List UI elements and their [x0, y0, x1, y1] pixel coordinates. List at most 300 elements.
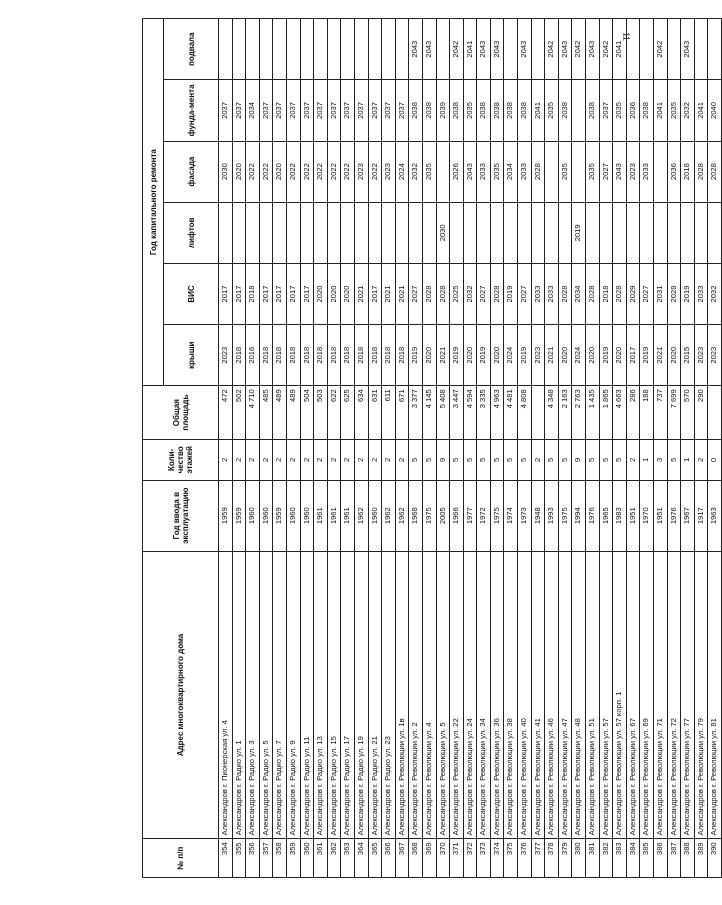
- cell-vis: 2017: [273, 263, 287, 324]
- cell-area: 502: [232, 386, 246, 440]
- cell-roof: 2021: [436, 325, 450, 386]
- cell-floors: 9: [572, 439, 586, 480]
- cell-facade: 2022: [368, 141, 382, 202]
- cell-no: 356: [246, 839, 260, 878]
- cell-area: 7 699: [667, 386, 681, 440]
- rotated-table-container: [142, 18, 719, 878]
- cell-foundation: 2034: [246, 80, 260, 141]
- cell-area: 188: [640, 386, 654, 440]
- cell-vis: 2021: [354, 263, 368, 324]
- cell-roof: 2023: [531, 325, 545, 386]
- cell-facade: 2020: [273, 141, 287, 202]
- cell-no: 390: [708, 839, 722, 878]
- cell-year: 1976: [667, 480, 681, 551]
- cell-facade: 2033: [477, 141, 491, 202]
- cell-foundation: 2037: [232, 80, 246, 141]
- cell-area: 503: [314, 386, 328, 440]
- cell-no: 357: [259, 839, 273, 878]
- cell-roof: 2019: [599, 325, 613, 386]
- cell-basement: [504, 19, 518, 80]
- cell-year: 1993: [545, 480, 559, 551]
- cell-lifts: [354, 202, 368, 263]
- header-address: Адрес многоквартирного дома: [143, 551, 219, 839]
- cell-vis: 2019: [504, 263, 518, 324]
- cell-year: 1959: [273, 480, 287, 551]
- cell-foundation: 2037: [341, 80, 355, 141]
- cell-address: Александров г. Революции ул. 34: [477, 551, 491, 839]
- cell-address: Александров г. Революции ул. 77: [681, 551, 695, 839]
- cell-roof: 2015: [681, 325, 695, 386]
- cell-lifts: [259, 202, 273, 263]
- header-facade: фасада: [164, 141, 219, 202]
- cell-no: 373: [477, 839, 491, 878]
- cell-address: Александров г. Пионерская ул. 4: [219, 551, 233, 839]
- cell-floors: 2: [259, 439, 273, 480]
- cell-foundation: 2036: [626, 80, 640, 141]
- cell-facade: 2033: [518, 141, 532, 202]
- cell-floors: 2: [273, 439, 287, 480]
- cell-year: 2005: [436, 480, 450, 551]
- table-row: [327, 19, 341, 878]
- table-row: [286, 19, 300, 878]
- cell-vis: 2032: [708, 263, 722, 324]
- cell-basement: 2042: [450, 19, 464, 80]
- cell-year: 1976: [586, 480, 600, 551]
- cell-roof: 2023: [219, 325, 233, 386]
- cell-roof: 2019: [450, 325, 464, 386]
- cell-basement: [314, 19, 328, 80]
- cell-no: 354: [219, 839, 233, 878]
- cell-no: 358: [273, 839, 287, 878]
- cell-vis: 2020: [327, 263, 341, 324]
- cell-basement: [395, 19, 409, 80]
- cell-address: Александров г. Радио ул. 19: [354, 551, 368, 839]
- cell-address: Александров г. Радио ул. 15: [327, 551, 341, 839]
- cell-no: 385: [640, 839, 654, 878]
- cell-floors: 5: [477, 439, 491, 480]
- cell-lifts: [395, 202, 409, 263]
- table-row: [436, 19, 450, 878]
- cell-no: 372: [463, 839, 477, 878]
- cell-address: Александров г. Революции ул. 79: [694, 551, 708, 839]
- cell-no: 367: [395, 839, 409, 878]
- cell-address: Александров г. Радио ул. 3: [246, 551, 260, 839]
- table-row: [667, 19, 681, 878]
- cell-area: 5 408: [436, 386, 450, 440]
- cell-address: Александров г. Радио ул. 23: [382, 551, 396, 839]
- cell-foundation: 2038: [450, 80, 464, 141]
- cell-no: 387: [667, 839, 681, 878]
- cell-facade: 2022: [327, 141, 341, 202]
- cell-address: Александров г. Революции ул. 2: [409, 551, 423, 839]
- cell-facade: [654, 141, 668, 202]
- cell-basement: [246, 19, 260, 80]
- cell-lifts: [681, 202, 695, 263]
- table-row: [259, 19, 273, 878]
- cell-foundation: 2037: [219, 80, 233, 141]
- cell-foundation: 2037: [327, 80, 341, 141]
- cell-lifts: [450, 202, 464, 263]
- cell-vis: 2018: [599, 263, 613, 324]
- cell-no: 368: [409, 839, 423, 878]
- cell-foundation: 2037: [395, 80, 409, 141]
- cell-no: 364: [354, 839, 368, 878]
- cell-area: 4 710: [246, 386, 260, 440]
- cell-basement: [531, 19, 545, 80]
- table-row: [490, 19, 504, 878]
- cell-area: 489: [273, 386, 287, 440]
- cell-year: 1960: [286, 480, 300, 551]
- cell-floors: 0: [708, 439, 722, 480]
- cell-foundation: 2041: [654, 80, 668, 141]
- cell-basement: [300, 19, 314, 80]
- cell-year: 1962: [354, 480, 368, 551]
- cell-basement: [327, 19, 341, 80]
- cell-year: 1948: [531, 480, 545, 551]
- cell-roof: 2017: [626, 325, 640, 386]
- cell-roof: 2018: [259, 325, 273, 386]
- cell-roof: 2019: [409, 325, 423, 386]
- cell-address: Александров г. Радио ул. 17: [341, 551, 355, 839]
- cell-roof: 2021: [654, 325, 668, 386]
- cell-vis: 2028: [558, 263, 572, 324]
- cell-lifts: [232, 202, 246, 263]
- cell-area: 472: [219, 386, 233, 440]
- cell-address: Александров г. Революции ул. 38: [504, 551, 518, 839]
- cell-foundation: 2038: [490, 80, 504, 141]
- cell-area: 290: [694, 386, 708, 440]
- cell-lifts: [382, 202, 396, 263]
- cell-address: Александров г. Революции ул. 67: [626, 551, 640, 839]
- cell-roof: 2016: [246, 325, 260, 386]
- cell-basement: 2042: [572, 19, 586, 80]
- cell-address: Александров г. Радио ул. 5: [259, 551, 273, 839]
- cell-area: 4 348: [545, 386, 559, 440]
- cell-basement: [626, 19, 640, 80]
- cell-facade: 2024: [395, 141, 409, 202]
- cell-roof: 2018: [232, 325, 246, 386]
- cell-basement: [708, 19, 722, 80]
- cell-no: 378: [545, 839, 559, 878]
- cell-no: 365: [368, 839, 382, 878]
- cell-area: 4 808: [518, 386, 532, 440]
- cell-floors: 9: [436, 439, 450, 480]
- table-row: [708, 19, 722, 878]
- cell-no: 361: [314, 839, 328, 878]
- cell-area: 625: [341, 386, 355, 440]
- cell-roof: 2018: [395, 325, 409, 386]
- table-row: [463, 19, 477, 878]
- cell-area: 622: [327, 386, 341, 440]
- cell-foundation: 2038: [558, 80, 572, 141]
- cell-year: 1960: [368, 480, 382, 551]
- cell-year: 1960: [300, 480, 314, 551]
- cell-floors: 2: [327, 439, 341, 480]
- cell-facade: 2035: [586, 141, 600, 202]
- cell-roof: 2024: [504, 325, 518, 386]
- table-row: [409, 19, 423, 878]
- cell-foundation: 2039: [436, 80, 450, 141]
- cell-address: Александров г. Радио ул. 7: [273, 551, 287, 839]
- cell-facade: 2018: [681, 141, 695, 202]
- cell-facade: 2035: [490, 141, 504, 202]
- cell-facade: 2022: [259, 141, 273, 202]
- cell-lifts: [286, 202, 300, 263]
- cell-floors: 2: [531, 439, 545, 480]
- cell-facade: 2033: [640, 141, 654, 202]
- cell-roof: 2020: [667, 325, 681, 386]
- table-row: [450, 19, 464, 878]
- cell-floors: 2: [300, 439, 314, 480]
- cell-vis: 2018: [246, 263, 260, 324]
- cell-no: 376: [518, 839, 532, 878]
- cell-address: Александров г. Революции ул. 24: [463, 551, 477, 839]
- cell-no: 381: [586, 839, 600, 878]
- header-no: № п/п: [143, 839, 219, 878]
- cell-area: 485: [259, 386, 273, 440]
- cell-area: [531, 386, 545, 440]
- cell-foundation: 2038: [504, 80, 518, 141]
- table-row: [354, 19, 368, 878]
- cell-foundation: 2037: [368, 80, 382, 141]
- cell-vis: 2033: [531, 263, 545, 324]
- cell-floors: 2: [286, 439, 300, 480]
- cell-basement: [382, 19, 396, 80]
- cell-facade: 2028: [708, 141, 722, 202]
- cell-vis: 2027: [518, 263, 532, 324]
- cell-roof: 2023: [694, 325, 708, 386]
- header-year: Год ввода в эксплуатацию: [143, 480, 219, 551]
- cell-address: Александров г. Революции ул. 48: [572, 551, 586, 839]
- cell-vis: 2028: [586, 263, 600, 324]
- cell-basement: 2043: [518, 19, 532, 80]
- cell-facade: 2043: [463, 141, 477, 202]
- cell-year: 1961: [341, 480, 355, 551]
- cell-year: 1965: [599, 480, 613, 551]
- table-row: [300, 19, 314, 878]
- table-row: [654, 19, 668, 878]
- cell-lifts: [640, 202, 654, 263]
- cell-lifts: 2019: [572, 202, 586, 263]
- cell-address: Александров г. Радио ул. 11: [300, 551, 314, 839]
- cell-no: 389: [694, 839, 708, 878]
- cell-floors: 2: [354, 439, 368, 480]
- header-basement: подвала: [164, 19, 219, 80]
- cell-facade: 2035: [422, 141, 436, 202]
- cell-foundation: 2038: [477, 80, 491, 141]
- cell-floors: 5: [504, 439, 518, 480]
- cell-foundation: 2037: [599, 80, 613, 141]
- table-row: [681, 19, 695, 878]
- cell-year: 1967: [681, 480, 695, 551]
- cell-area: 3 335: [477, 386, 491, 440]
- cell-no: 380: [572, 839, 586, 878]
- cell-lifts: [368, 202, 382, 263]
- cell-area: [708, 386, 722, 440]
- cell-lifts: [694, 202, 708, 263]
- cell-no: 384: [626, 839, 640, 878]
- cell-year: 1970: [640, 480, 654, 551]
- cell-basement: 2043: [422, 19, 436, 80]
- cell-basement: 2042: [599, 19, 613, 80]
- cell-lifts: [409, 202, 423, 263]
- cell-roof: 2020: [586, 325, 600, 386]
- cell-basement: 2041: [463, 19, 477, 80]
- cell-no: 366: [382, 839, 396, 878]
- cell-vis: 2028: [613, 263, 627, 324]
- cell-basement: [341, 19, 355, 80]
- cell-vis: 2021: [395, 263, 409, 324]
- cell-facade: 2028: [531, 141, 545, 202]
- cell-floors: 5: [490, 439, 504, 480]
- cell-foundation: 2037: [259, 80, 273, 141]
- cell-vis: 2028: [667, 263, 681, 324]
- table-row: [422, 19, 436, 878]
- cell-basement: [694, 19, 708, 80]
- cell-foundation: 2035: [545, 80, 559, 141]
- cell-vis: 2020: [314, 263, 328, 324]
- cell-year: 1959: [219, 480, 233, 551]
- cell-floors: 3: [654, 439, 668, 480]
- cell-lifts: [599, 202, 613, 263]
- cell-facade: 2035: [558, 141, 572, 202]
- cell-facade: 2022: [286, 141, 300, 202]
- cell-no: 362: [327, 839, 341, 878]
- cell-roof: 2018: [327, 325, 341, 386]
- table-row: [273, 19, 287, 878]
- cell-foundation: 2041: [694, 80, 708, 141]
- cell-no: 383: [613, 839, 627, 878]
- cell-area: 1 435: [586, 386, 600, 440]
- cell-vis: 2020: [341, 263, 355, 324]
- cell-basement: [219, 19, 233, 80]
- cell-basement: 2042: [545, 19, 559, 80]
- cell-basement: 2043: [490, 19, 504, 80]
- cell-address: Александров г. Радио ул. 9: [286, 551, 300, 839]
- cell-foundation: 2035: [463, 80, 477, 141]
- cell-address: Александров г. Революции ул. 57: [599, 551, 613, 839]
- cell-lifts: [613, 202, 627, 263]
- cell-floors: 2: [246, 439, 260, 480]
- cell-roof: 2018: [341, 325, 355, 386]
- cell-address: Александров г. Революции ул. 57 корп. 1: [613, 551, 627, 839]
- cell-facade: 2022: [314, 141, 328, 202]
- cell-roof: 2019: [518, 325, 532, 386]
- cell-basement: 2041: [613, 19, 627, 80]
- cell-no: 375: [504, 839, 518, 878]
- cell-foundation: 2037: [286, 80, 300, 141]
- cell-year: 1975: [490, 480, 504, 551]
- cell-facade: 2034: [504, 141, 518, 202]
- cell-year: 1994: [572, 480, 586, 551]
- cell-area: 631: [368, 386, 382, 440]
- table-row: [504, 19, 518, 878]
- cell-address: Александров г. Революции ул. 40: [518, 551, 532, 839]
- cell-address: Александров г. Революции ул. 1в: [395, 551, 409, 839]
- cell-foundation: 2038: [422, 80, 436, 141]
- cell-vis: 2034: [572, 263, 586, 324]
- cell-facade: 2043: [613, 141, 627, 202]
- cell-vis: 2017: [219, 263, 233, 324]
- cell-year: 1951: [654, 480, 668, 551]
- cell-floors: 2: [341, 439, 355, 480]
- table-row: [586, 19, 600, 878]
- cell-floors: 2: [395, 439, 409, 480]
- cell-roof: 2020: [422, 325, 436, 386]
- cell-floors: 5: [450, 439, 464, 480]
- cell-roof: 2018: [314, 325, 328, 386]
- cell-roof: 2024: [572, 325, 586, 386]
- cell-floors: 5: [599, 439, 613, 480]
- header-foundation: фунда-мента: [164, 80, 219, 141]
- cell-no: 388: [681, 839, 695, 878]
- cell-area: 634: [354, 386, 368, 440]
- table-row: [558, 19, 572, 878]
- cell-vis: 2029: [626, 263, 640, 324]
- table-row: [545, 19, 559, 878]
- table-row: [341, 19, 355, 878]
- cell-lifts: [586, 202, 600, 263]
- cell-no: 374: [490, 839, 504, 878]
- cell-area: 3 377: [409, 386, 423, 440]
- cell-foundation: 2035: [667, 80, 681, 141]
- cell-floors: 5: [463, 439, 477, 480]
- cell-vis: 2017: [259, 263, 273, 324]
- cell-area: 570: [681, 386, 695, 440]
- cell-basement: 2043: [477, 19, 491, 80]
- cell-no: 382: [599, 839, 613, 878]
- cell-area: 286: [626, 386, 640, 440]
- cell-lifts: [667, 202, 681, 263]
- cell-vis: 2032: [463, 263, 477, 324]
- cell-vis: 2028: [436, 263, 450, 324]
- cell-year: 1973: [518, 480, 532, 551]
- cell-basement: [354, 19, 368, 80]
- table-row: [219, 19, 233, 878]
- cell-area: 4 145: [422, 386, 436, 440]
- cell-basement: [436, 19, 450, 80]
- cell-roof: 2018: [382, 325, 396, 386]
- cell-year: 1960: [246, 480, 260, 551]
- cell-floors: 2: [694, 439, 708, 480]
- cell-lifts: [219, 202, 233, 263]
- cell-no: 379: [558, 839, 572, 878]
- cell-facade: 2023: [382, 141, 396, 202]
- cell-basement: [368, 19, 382, 80]
- cell-address: Александров г. Революции ул. 71: [654, 551, 668, 839]
- header-roof: крыши: [164, 325, 219, 386]
- cell-year: 1963: [708, 480, 722, 551]
- cell-area: 4 594: [463, 386, 477, 440]
- cell-roof: 2019: [640, 325, 654, 386]
- cell-basement: [640, 19, 654, 80]
- cell-vis: 2017: [368, 263, 382, 324]
- cell-lifts: [463, 202, 477, 263]
- header-area: Общая площадь: [143, 386, 219, 440]
- cell-area: 2 163: [558, 386, 572, 440]
- cell-no: 386: [654, 839, 668, 878]
- cell-facade: 2032: [409, 141, 423, 202]
- cell-lifts: [327, 202, 341, 263]
- cell-year: 1961: [314, 480, 328, 551]
- cell-floors: 5: [558, 439, 572, 480]
- cell-roof: 2020: [490, 325, 504, 386]
- cell-vis: 2021: [382, 263, 396, 324]
- cell-vis: 2017: [300, 263, 314, 324]
- cell-year: 1962: [395, 480, 409, 551]
- cell-basement: 2043: [409, 19, 423, 80]
- cell-floors: 2: [626, 439, 640, 480]
